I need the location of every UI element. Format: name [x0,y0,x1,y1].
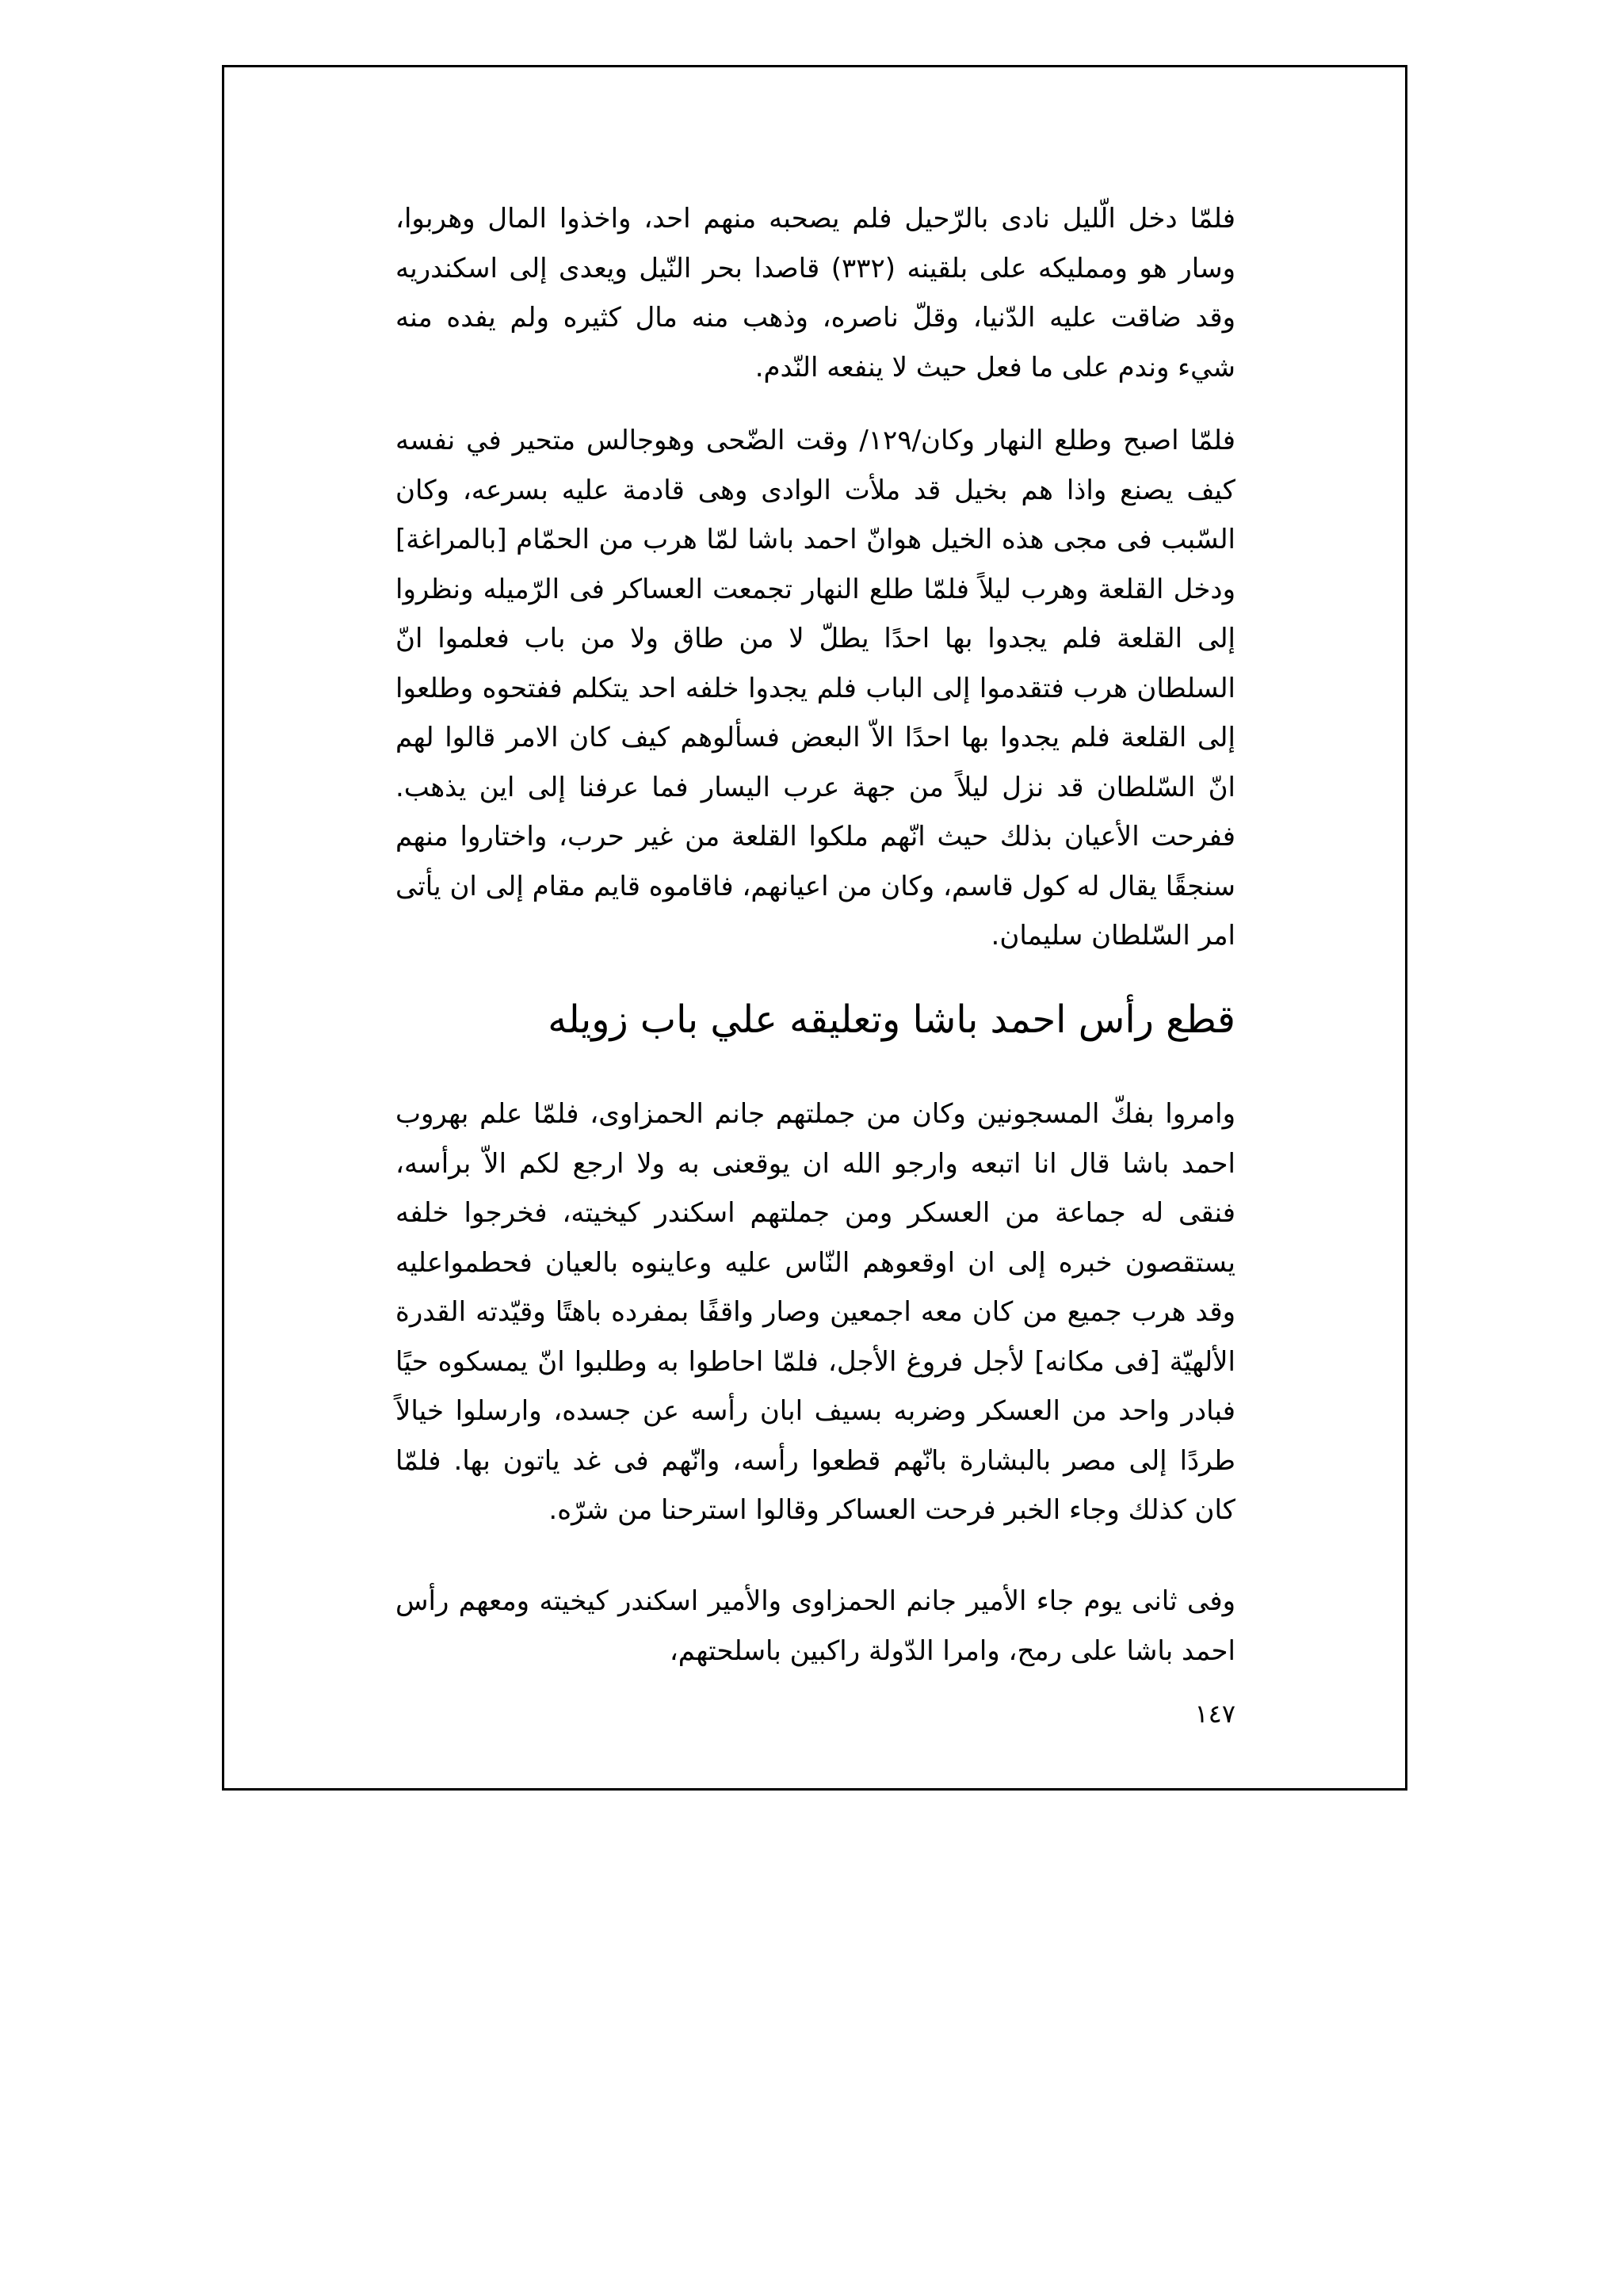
paragraph-3: وامروا بفكّ المسجونين وكان من جملتهم جانم الحمزاوى، فلمّا علم بهروب احمد باشا قال انا اتبعه وارجو الله ان يوقعنى به ولا ارجع لكم الاّ برأسه، فنقى له جماعة من العسكر ومن جملتهم اسكندر كيخيته، فخرجوا خلفه يستقصون خبره إلى ان اوقعوهم النّاس عليه وعاينوه بالعيان فحطمواعليه وقد هرب جميع من كان معه اجمعين وصار واقفًا بمفرده باهتًا وقيّدته القدرة الألهيّة [فى مكانه] لأجل فروغ الأجل، فلمّا احاطوا به وطلبوا انّ يمسكوه حيًا فبادر واحد من العسكر وضربه بسيف ابان رأسه عن جسده، وارسلوا خيالاً طردًا إلى مصر بالبشارة بانّهم قطعوا رأسه، وانّهم فى غد ياتون بها. فلمّا كان كذلك وجاء الخبر فرحت العساكر وقالوا استرحنا من شرّه. [395,1098,1235,1526]
paragraph-2: فلمّا اصبح وطلع النهار وكان/١٢٩/ وقت الضّحى وهوجالس متحير في نفسه كيف يصنع واذا هم بخيل قد ملأت الوادى وهى قادمة عليه بسرعه، وكان السّبب فى مجى هذه الخيل هوانّ احمد باشا لمّا هرب من الحمّام [بالمراغة] ودخل القلعة وهرب ليلاً فلمّا طلع النهار تجمعت العساكر فى الرّميله ونظروا إلى القلعة فلم يجدوا بها احدًا يطلّ لا من طاق ولا من باب فعلموا انّ السلطان هرب فتقدموا إلى الباب فلم يجدوا خلفه احد يتكلم ففتحوه وطلعوا إلى القلعة فلم يجدوا بها احدًا الاّ البعض فسألوهم كيف كان الامر قالوا لهم انّ السّلطان قد نزل ليلاً من جهة عرب اليسار فما عرفنا إلى اين يذهب. ففرحت الأعيان بذلك حيث انّهم ملكوا القلعة من غير حرب، واختاروا منهم سنجقًا يقال له كول قاسم، وكان من اعيانهم، فاقاموه قايم مقام إلى ان يأتى امر السّلطان سليمان. [395,425,1236,952]
section-heading: قطع رأس احمد باشا وتعليقه علي باب زويله [548,997,1235,1042]
paragraph-4: وفى ثانى يوم جاء الأمير جانم الحمزاوى والأمير اسكندر كيخيته ومعهم رأس احمد باشا على رمح، وامرا الدّولة راكبين باسلحتهم، [395,1585,1235,1667]
paragraph-1: فلمّا دخل الّليل نادى بالرّحيل فلم يصحبه منهم احد، واخذوا المال وهربوا، وسار هو وممليكه على بلقينه (٣٣٢) قاصدا بحر النّيل ويعدى إلى اسكندريه وقد ضاقت عليه الدّنيا، وقلّ ناصره، وذهب منه مال كثيره ولم يفده منه شيء وندم على ما فعل حيث لا ينفعه النّدم. [395,203,1236,383]
page-number: ١٤٧ [1194,1699,1235,1729]
